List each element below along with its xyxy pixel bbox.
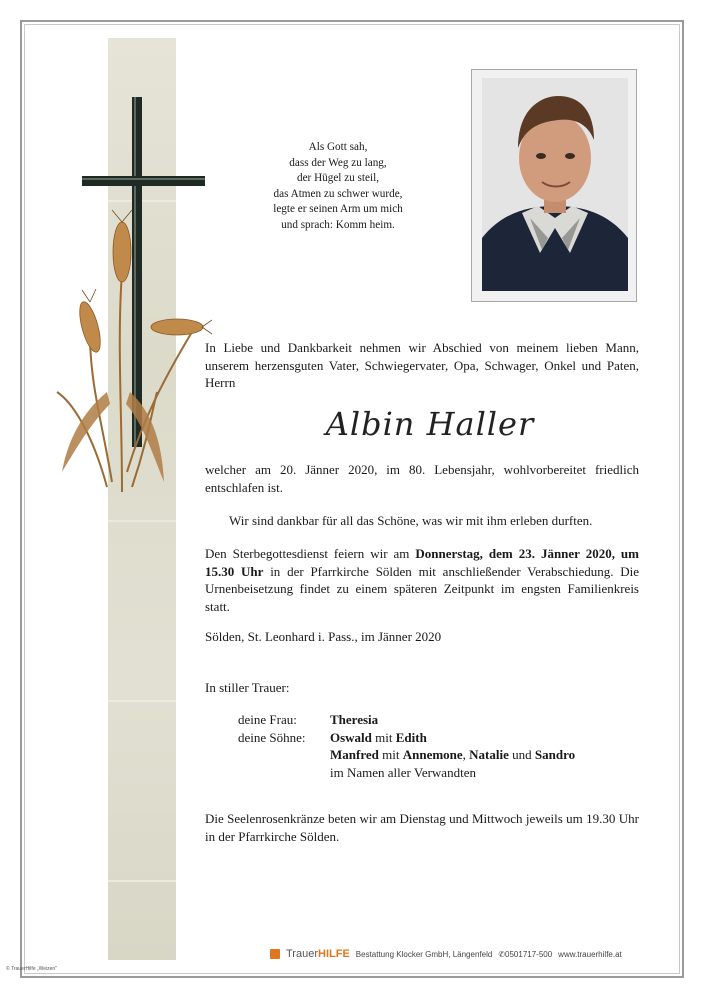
intro-paragraph: In Liebe und Dankbarkeit nehmen wir Abschied von meinem lieben Mann, unserem herzensguten Vater, Schwiegervater, Opa, Schwager, Onkel und Paten, Herrn [205, 340, 639, 390]
place-date: Sölden, St. Leonhard i. Pass., im Jänner 2020 [205, 629, 442, 644]
son-name: Manfred [330, 747, 379, 762]
cross-wheat-icon [52, 92, 212, 502]
band-streak [108, 700, 176, 702]
brand-name [286, 948, 350, 960]
mourners-list [238, 711, 575, 781]
brand-part-a: Trauer [286, 948, 318, 960]
thanks-paragraph [205, 512, 639, 530]
website: www.trauerhilfe.at [558, 949, 622, 959]
poem-line: Als Gott sah, [308, 141, 368, 153]
death-notice: welcher am 20. Jänner 2020, im 80. Lebensjahr, wohlvorbereitet friedlich entschlafen ist. [205, 462, 639, 495]
service-text-1: Den Sterbegottesdienst feiern wir am [205, 546, 416, 561]
sons-label: deine Söhne: [238, 729, 306, 745]
mourner-row [238, 764, 575, 782]
brand-part-b: HILFE [318, 948, 350, 960]
grandchild-name: Natalie [469, 747, 509, 762]
service-paragraph [205, 545, 639, 615]
poem-line: legte er seinen Arm um mich [273, 203, 403, 216]
partner-name: Annemone [402, 747, 463, 762]
portrait-image [482, 78, 628, 291]
deceased-name: Albin Haller [325, 405, 535, 443]
portrait-photo [482, 78, 628, 291]
trauerhilfe-logo-icon [270, 949, 280, 959]
connector: mit [371, 729, 396, 745]
service-text-2: in der Pfarrkirche Sölden mit anschließender Verabschiedung. Die Urnenbeisetzung findet zu einem späteren Zeitpunkt im engsten Familienkreis statt. [205, 563, 640, 614]
service-date: Donnerstag, dem 23. Jänner 2020, um 15.30 Uhr [205, 546, 639, 579]
son-name: Oswald [330, 729, 372, 745]
label-spacer [238, 764, 330, 782]
poem-line: dass der Weg zu lang, [289, 156, 387, 169]
connector: mit [378, 747, 403, 762]
footer [270, 948, 622, 960]
rosary-paragraph: Die Seelenrosenkränze beten wir am Dienstag und Mittwoch jeweils um 19.30 Uhr in der Pfarrkirche Sölden. [205, 811, 639, 844]
thanks-text: Wir sind dankbar für all das Schöne, was wir mit ihm erleben durften. [229, 513, 593, 528]
copyright-note: © TrauerHilfe „Weizen" [6, 966, 57, 972]
wife-label: deine Frau: [238, 712, 297, 727]
connector: und [508, 747, 535, 762]
mourning-heading: In stiller Trauer: [205, 680, 290, 695]
connector: , [462, 747, 470, 762]
poem-line: der Hügel zu steil, [296, 172, 380, 185]
company-name: Bestattung Klocker GmbH, Längenfeld [355, 949, 493, 959]
band-streak [108, 520, 176, 522]
poem-line: und sprach: Komm heim. [281, 218, 395, 231]
mourner-row [238, 746, 575, 764]
band-streak [108, 880, 176, 882]
phone-number: ✆0501717-500 [498, 949, 553, 959]
grandchild-name: Sandro [534, 747, 576, 762]
relatives-text: im Namen aller Verwandten [330, 764, 476, 780]
poem-line: das Atmen zu schwer wurde, [273, 187, 403, 200]
label-spacer [238, 746, 330, 764]
wife-name: Theresia [330, 712, 379, 727]
partner-name: Edith [395, 729, 427, 745]
poem [238, 140, 438, 234]
mourner-row [238, 729, 575, 747]
mourner-row [238, 711, 575, 729]
